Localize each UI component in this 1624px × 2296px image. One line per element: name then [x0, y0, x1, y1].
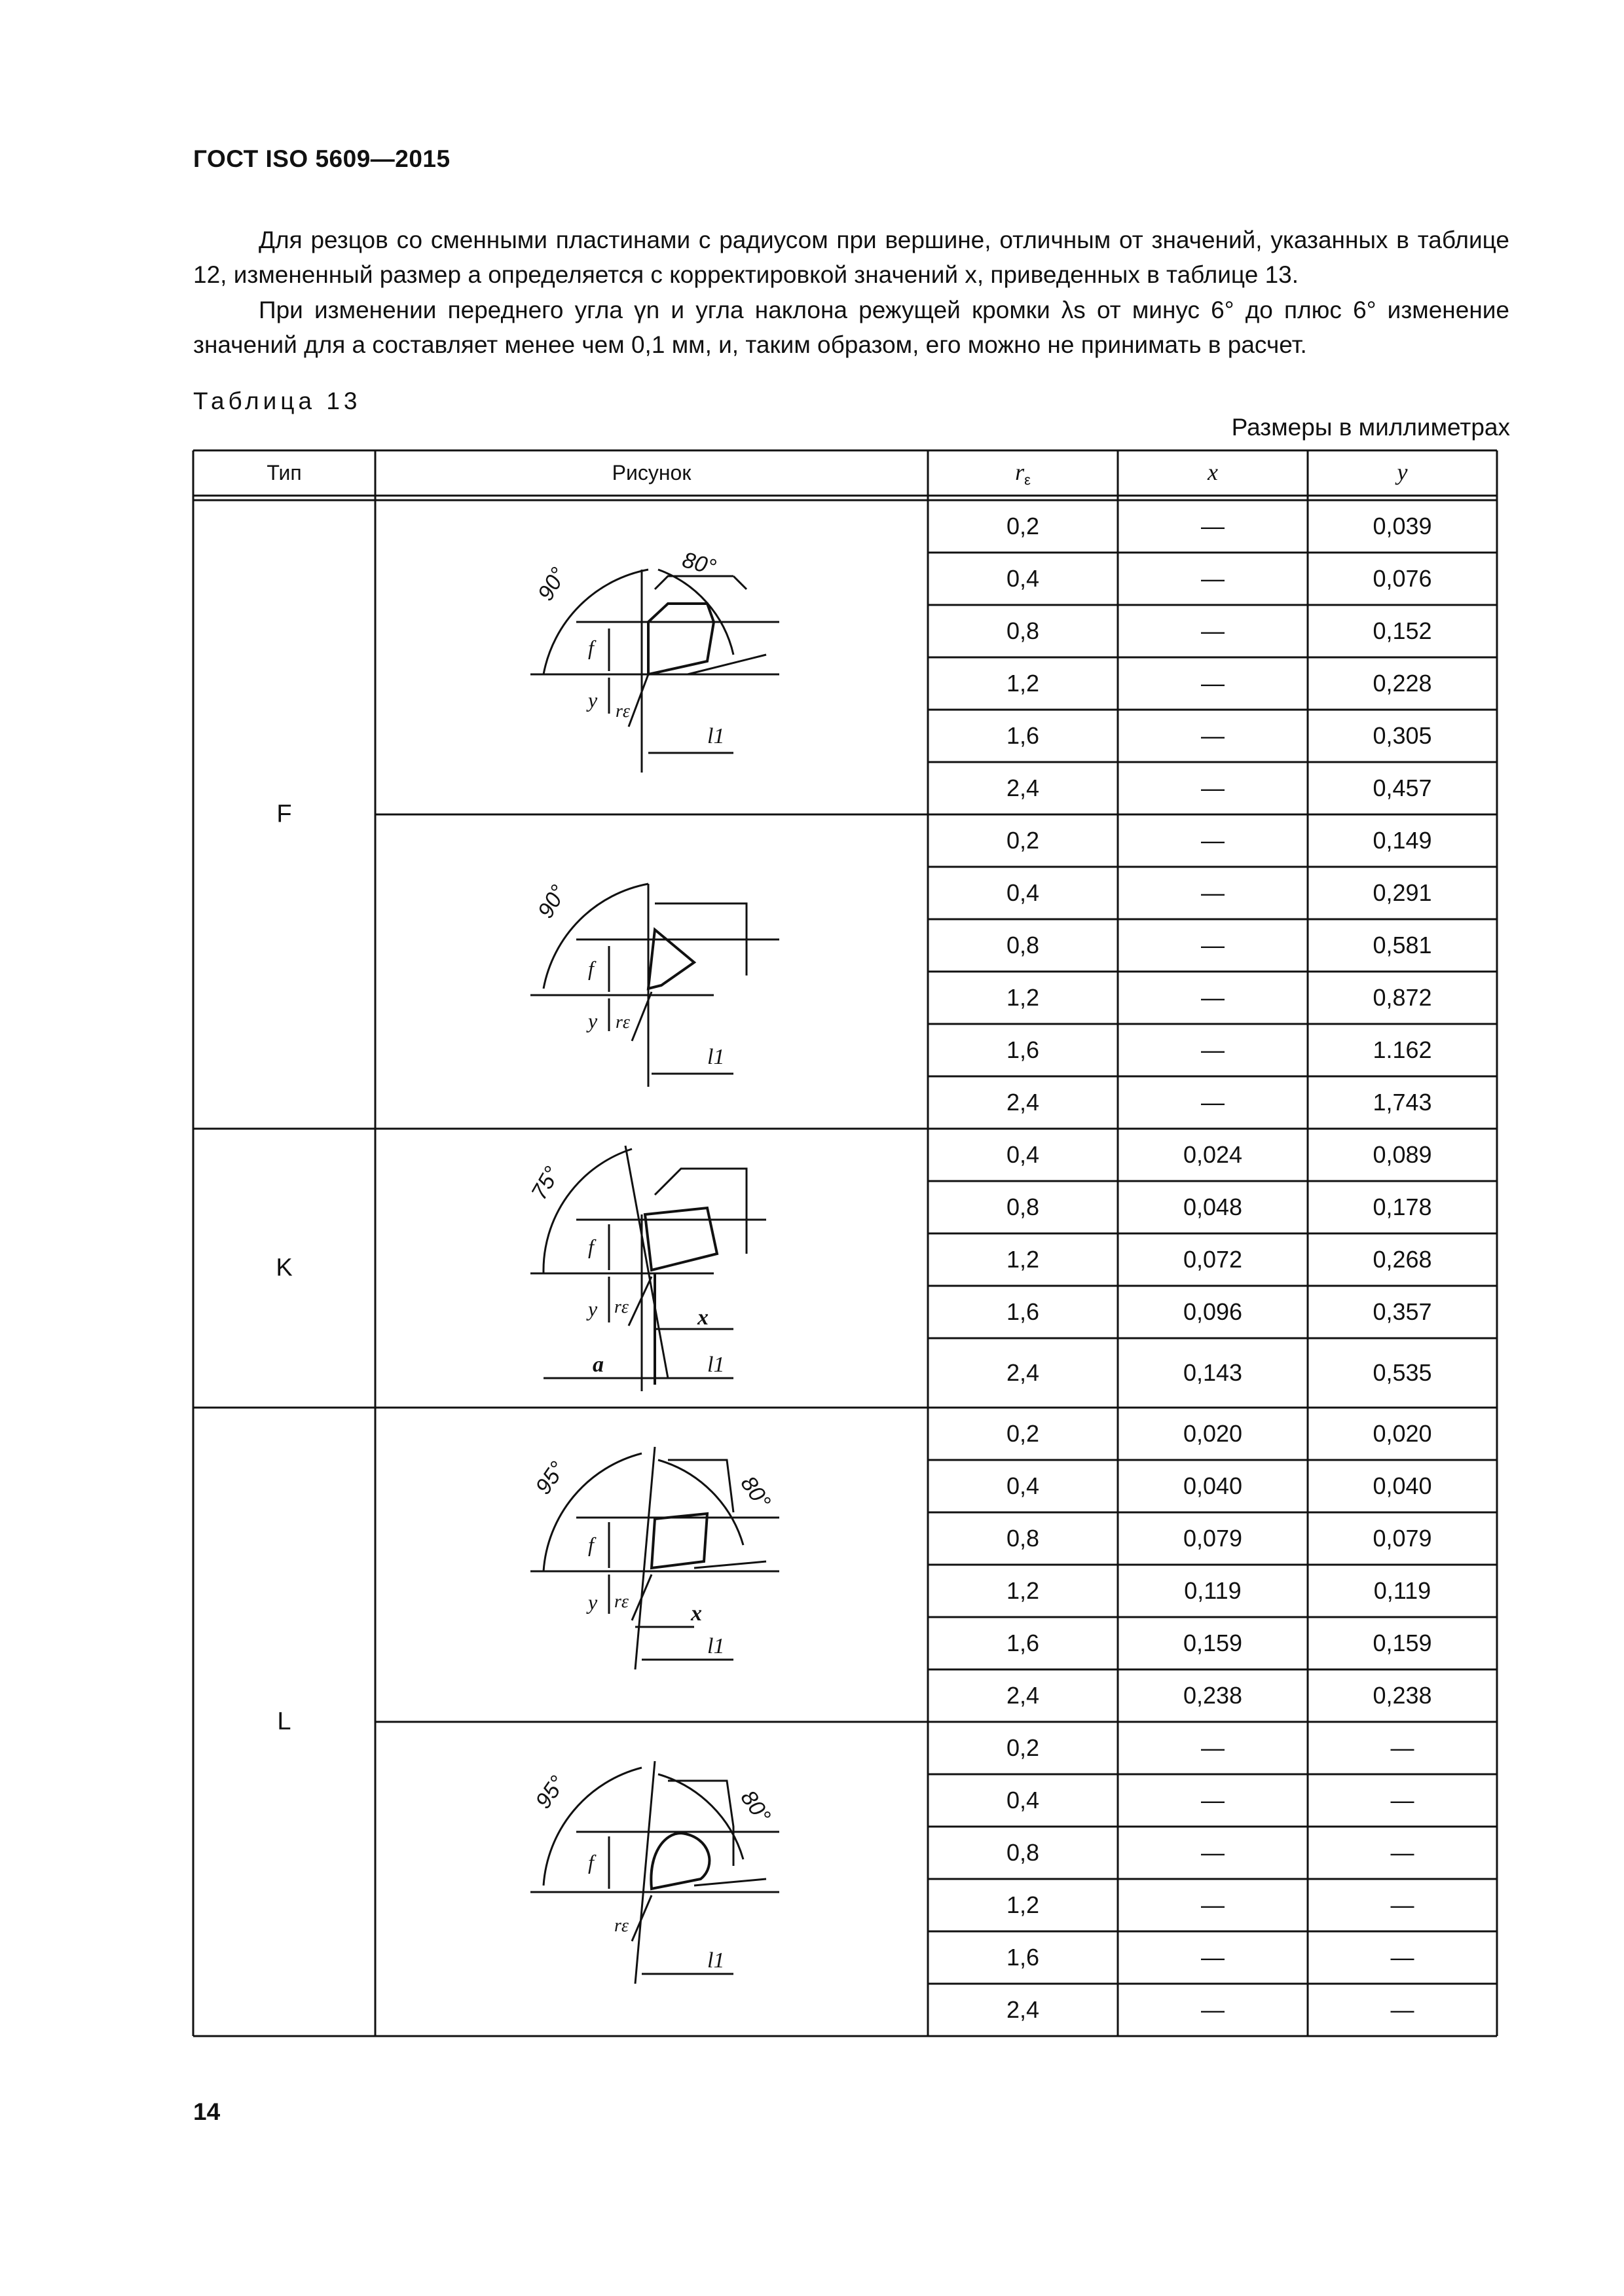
label-l1: l1: [707, 724, 725, 748]
cell-r: 0,4: [1006, 565, 1040, 592]
cell-x: —: [1201, 932, 1225, 958]
cell-x: —: [1201, 1089, 1225, 1116]
figure-l2-insert-drawing: [517, 1755, 799, 1997]
cell-x: 0,040: [1183, 1472, 1243, 1499]
label-y: y: [588, 1297, 598, 1321]
cell-y: 0,020: [1373, 1420, 1432, 1447]
cell-x: —: [1201, 774, 1225, 801]
label-f: f: [588, 636, 594, 659]
type-l-label: L: [277, 1707, 291, 1736]
insert-outline: [652, 1514, 707, 1568]
r-epsilon-leader: [629, 674, 648, 727]
cell-y: 0,268: [1373, 1246, 1432, 1273]
header-figure: Рисунок: [612, 461, 692, 484]
reference-line-inclined: [625, 1146, 668, 1378]
label-f: f: [588, 957, 594, 980]
cell-x: —: [1201, 1944, 1225, 1971]
cell-r: 0,8: [1006, 1525, 1040, 1552]
cell-y: 0,581: [1373, 932, 1432, 958]
label-r-epsilon: rε: [614, 1592, 629, 1612]
cell-r: 0,8: [1006, 1839, 1040, 1866]
angle-label-90: 90°: [533, 881, 572, 922]
cell-y: 0,457: [1373, 774, 1432, 801]
cell-y: 0,238: [1373, 1682, 1432, 1709]
cell-r: 0,2: [1006, 1734, 1040, 1761]
label-l1: l1: [707, 1634, 725, 1658]
angle-label-80: 80°: [735, 1785, 776, 1828]
cell-y: 0,291: [1373, 879, 1432, 906]
cell-r: 1,6: [1006, 722, 1040, 749]
angle-arc-80: [658, 1774, 743, 1859]
cell-r: 2,4: [1006, 1089, 1040, 1116]
cell-y: —: [1390, 1996, 1414, 2023]
cell-x: 0,024: [1183, 1141, 1243, 1168]
label-y: y: [588, 1590, 598, 1614]
type-f-label: F: [276, 800, 292, 828]
cell-x: —: [1201, 1036, 1225, 1063]
cell-x: —: [1201, 1787, 1225, 1813]
cell-y: 0,039: [1373, 513, 1432, 539]
cell-r: 1,2: [1006, 670, 1040, 697]
cell-y: —: [1390, 1787, 1414, 1813]
cell-y: —: [1390, 1839, 1414, 1866]
cell-r: 1,2: [1006, 1891, 1040, 1918]
cell-r: 0,2: [1006, 1420, 1040, 1447]
figure-k-insert-drawing: [517, 1142, 799, 1398]
cell-r: 0,2: [1006, 827, 1040, 854]
cell-y: 0,535: [1373, 1359, 1432, 1386]
label-r-epsilon: rε: [614, 1297, 629, 1317]
r-epsilon-leader: [632, 1575, 652, 1620]
header-x: x: [1208, 459, 1218, 485]
label-y: y: [588, 1009, 598, 1032]
cell-r: 1,6: [1006, 1036, 1040, 1063]
figure-f2-insert-drawing: [517, 858, 799, 1093]
cell-x: —: [1201, 984, 1225, 1011]
cell-x: 0,119: [1184, 1577, 1242, 1604]
cell-x: 0,048: [1183, 1194, 1243, 1220]
cell-r: 1,2: [1006, 1246, 1040, 1273]
label-l1: l1: [707, 1948, 725, 1973]
header-y: y: [1397, 459, 1408, 485]
tool-shank-outline: [668, 1781, 733, 1866]
label-l1: l1: [707, 1353, 725, 1377]
cell-x: —: [1201, 827, 1225, 854]
paragraph-2-text: При изменении переднего угла γn и угла наклона режущей кромки λs от минус 6° до плюс 6° изменение значений для a составляет менее чем 0,1 мм, и, таким образом, его можно не принимать в расчет.: [193, 297, 1509, 358]
cell-r: 1,6: [1006, 1944, 1040, 1971]
cell-r: 1,6: [1006, 1298, 1040, 1325]
cell-x: —: [1201, 879, 1225, 906]
cell-x: —: [1201, 1734, 1225, 1761]
label-l1: l1: [707, 1045, 725, 1069]
angle-label-95: 95°: [530, 1457, 571, 1499]
cell-x: 0,072: [1183, 1246, 1243, 1273]
cell-r: 2,4: [1006, 1682, 1040, 1709]
cell-x: 0,020: [1183, 1420, 1243, 1447]
cutting-edge-line: [694, 1879, 766, 1886]
cell-x: 0,238: [1183, 1682, 1243, 1709]
cell-y: 0,076: [1373, 565, 1432, 592]
cell-x: —: [1201, 670, 1225, 697]
cell-r: 1,2: [1006, 1577, 1040, 1604]
cell-x: —: [1201, 722, 1225, 749]
cell-y: 0,228: [1373, 670, 1432, 697]
header-r-subscript: ε: [1024, 471, 1031, 488]
insert-outline: [651, 1833, 709, 1889]
cell-x: —: [1201, 1996, 1225, 2023]
label-r-epsilon: rε: [614, 1916, 629, 1936]
cell-y: 0,305: [1373, 722, 1432, 749]
label-x: x: [691, 1601, 702, 1626]
cell-y: 0,357: [1373, 1298, 1432, 1325]
cell-y: 0,149: [1373, 827, 1432, 854]
cutting-edge-line: [688, 655, 766, 674]
angle-arc-80: [658, 1460, 743, 1545]
angle-label-95: 95°: [530, 1771, 571, 1813]
label-f: f: [588, 1533, 594, 1556]
cell-y: —: [1390, 1734, 1414, 1761]
cell-y: 0,872: [1373, 984, 1432, 1011]
tool-shank-outline: [655, 576, 747, 589]
cell-x: —: [1201, 565, 1225, 592]
page-number: 14: [193, 2098, 221, 2125]
label-r-epsilon: rε: [616, 1012, 630, 1032]
cell-r: 0,8: [1006, 932, 1040, 958]
figure-l1-insert-drawing: [517, 1440, 799, 1689]
header-r-epsilon: [1015, 458, 1031, 488]
cell-r: 0,8: [1006, 617, 1040, 644]
cell-r: 2,4: [1006, 774, 1040, 801]
cell-r: 0,4: [1006, 1472, 1040, 1499]
cell-y: —: [1390, 1944, 1414, 1971]
header-r-letter: r: [1015, 459, 1025, 485]
cell-r: 0,8: [1006, 1194, 1040, 1220]
cell-y: 0,152: [1373, 617, 1432, 644]
cell-x: —: [1201, 617, 1225, 644]
cell-x: —: [1201, 1891, 1225, 1918]
label-a: a: [593, 1353, 604, 1377]
angle-label-75: 75°: [526, 1162, 565, 1204]
label-x: x: [697, 1305, 709, 1330]
cell-r: 1,6: [1006, 1630, 1040, 1656]
document-header: ГОСТ ISO 5609—2015: [193, 145, 451, 172]
cell-r: 0,2: [1006, 513, 1040, 539]
cell-y: 0,079: [1373, 1525, 1432, 1552]
cell-x: 0,096: [1183, 1298, 1243, 1325]
angle-arc-80: [658, 570, 733, 655]
cell-r: 0,4: [1006, 1141, 1040, 1168]
cell-r: 2,4: [1006, 1996, 1040, 2023]
cell-y: 0,119: [1373, 1577, 1431, 1604]
table-caption: Таблица 13: [193, 388, 361, 414]
cell-r: 0,4: [1006, 1787, 1040, 1813]
figure-f1-insert-drawing: [517, 543, 799, 779]
cell-r: 1,2: [1006, 984, 1040, 1011]
header-type: Тип: [267, 461, 302, 484]
angle-label-80: 80°: [679, 547, 719, 581]
cell-y: 1,743: [1373, 1089, 1432, 1116]
cell-y: 0,040: [1373, 1472, 1432, 1499]
paragraph-1-text: Для резцов со сменными пластинами с радиусом при вершине, отличным от значений, указанных в таблице 12, измененный размер a определяется с корректировкой значений x, приведенных в таблице 13.: [193, 227, 1509, 288]
cell-x: 0,143: [1183, 1359, 1243, 1386]
label-f: f: [588, 1235, 594, 1258]
cell-x: 0,159: [1183, 1630, 1243, 1656]
units-note: Размеры в миллиметрах: [1231, 414, 1510, 441]
cell-y: 0,178: [1373, 1194, 1432, 1220]
cell-r: 0,4: [1006, 879, 1040, 906]
cell-y: 1.162: [1373, 1036, 1432, 1063]
r-epsilon-leader: [629, 1277, 652, 1326]
type-k-label: K: [276, 1254, 293, 1282]
label-r-epsilon: rε: [616, 701, 630, 721]
cell-x: 0,079: [1183, 1525, 1243, 1552]
cell-y: —: [1390, 1891, 1414, 1918]
cell-x: —: [1201, 513, 1225, 539]
cell-x: —: [1201, 1839, 1225, 1866]
insert-outline: [645, 1208, 717, 1270]
angle-label-80: 80°: [735, 1471, 776, 1514]
cell-y: 0,159: [1373, 1630, 1432, 1656]
cell-y: 0,089: [1373, 1141, 1432, 1168]
label-y: y: [588, 688, 598, 712]
label-f: f: [588, 1850, 594, 1874]
angle-label-90: 90°: [533, 563, 572, 605]
cell-r: 2,4: [1006, 1359, 1040, 1386]
insert-outline: [648, 604, 714, 674]
